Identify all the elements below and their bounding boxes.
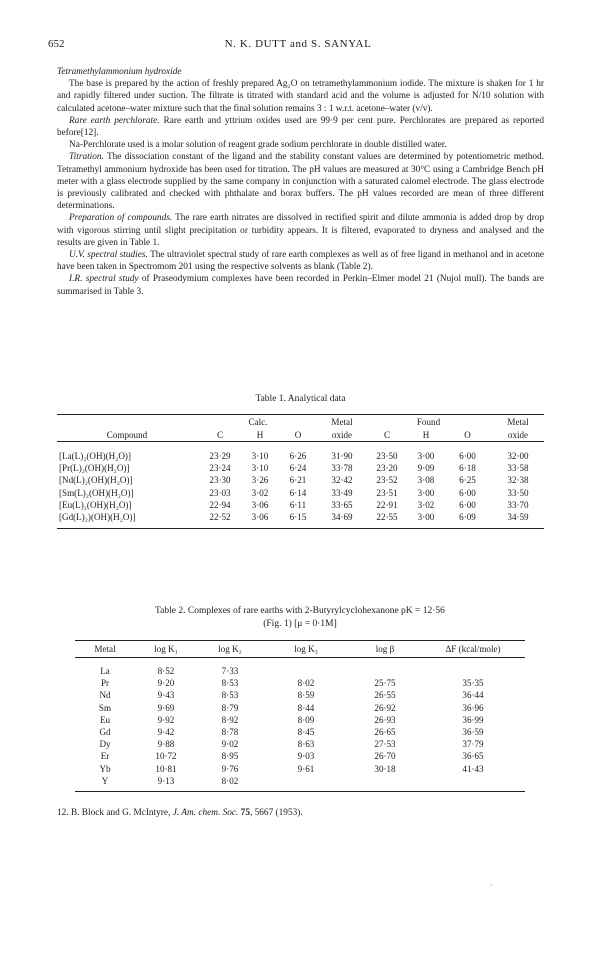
reference-journal: J. Am. chem. Soc. [172, 808, 239, 818]
found-value-cell: 3·00 [417, 487, 435, 498]
metal-cell: Pr [100, 678, 110, 689]
paragraph-uv-spectral: U.V. spectral studies. The ultraviolet spectral study of rare earth complexes as well as of free ligand in methanol and in acetone have been taken in Spectromom 201 using the respective solvents as blank (Table 2). [57, 250, 545, 273]
table-2-caption [75, 605, 525, 630]
table-row [75, 689, 525, 701]
table-row [57, 511, 544, 529]
table-row [57, 487, 544, 499]
table-row [75, 677, 525, 689]
found-value-cell: 6·00 [459, 499, 476, 510]
value-cell: 8·52 [157, 666, 175, 677]
table-2 [75, 605, 525, 792]
value-cell: 8·95 [221, 751, 239, 762]
calc-value-cell: 3·06 [251, 499, 269, 510]
found-value-cell: 6·00 [459, 487, 476, 498]
table-row [75, 658, 525, 678]
compound-cell: [Eu(L)₂(OH)(H₂O)] [59, 499, 132, 510]
found-value-cell: 33·58 [507, 463, 529, 474]
run-in-heading: U.V. spectral studies. [69, 250, 148, 261]
metal-cell: Yb [99, 763, 111, 774]
value-cell: 7·33 [221, 666, 239, 677]
calc-value-cell: 6·21 [289, 475, 307, 486]
value-cell [349, 658, 421, 678]
header-h-calc: H [256, 429, 264, 440]
found-value-cell: 33·50 [507, 487, 529, 498]
value-cell: 26·92 [374, 702, 396, 713]
value-cell: 36·59 [462, 727, 484, 738]
running-head-authors: N. K. DUTT and S. SANYAL [224, 38, 372, 50]
calc-value-cell: 22·52 [197, 511, 243, 529]
table-row [75, 714, 525, 726]
value-cell: 35·35 [462, 678, 484, 689]
paragraph-preparation-of-compounds: Preparation of compounds. The rare earth nitrates are dissolved in rectified spirit and dilute ammonia is added drop by drop with vigorous stirring until slight precipitation or turbidity appears. It is filtered, evaporated to dryness and analysed and the results are given in Table 1. [57, 213, 544, 248]
value-cell: 26·70 [374, 751, 396, 762]
stability-constants-table [75, 640, 525, 792]
header-metal-oxide-found-l2: oxide [507, 429, 529, 440]
run-in-heading: Rare earth perchlorate. [69, 115, 160, 126]
compound-cell: [Sm(L)₂(OH)(H₂O)] [59, 487, 134, 498]
metal-cell: Sm [98, 702, 112, 713]
value-cell: 8·09 [297, 714, 315, 725]
value-cell: 8·63 [297, 739, 315, 750]
value-cell: 8·59 [297, 690, 315, 701]
calc-value-cell: 31·90 [331, 451, 353, 462]
found-value-cell: 6·00 [459, 451, 476, 462]
header-c-found: C [383, 429, 391, 440]
value-cell: 26·93 [374, 714, 396, 725]
table-row [57, 462, 544, 474]
body-text [57, 66, 544, 298]
metal-cell: Eu [99, 714, 111, 725]
table-row [75, 726, 525, 738]
value-cell: 8·92 [221, 714, 239, 725]
metal-cell: Dy [99, 739, 111, 750]
paragraph-na-perchlorate: Na-Perchlorate used is a molar solution of reagent grade sodium perchlorate in double distilled water. [69, 140, 447, 151]
table-2-body [75, 658, 525, 792]
column-header: Metal [75, 641, 135, 658]
metal-cell: Gd [99, 727, 111, 738]
calc-value-cell: 6·11 [289, 499, 307, 510]
value-cell: 25·75 [374, 678, 396, 689]
running-head [48, 38, 548, 52]
calc-value-cell: 3·26 [251, 475, 269, 486]
paper-speck [490, 884, 492, 886]
value-cell: 8·45 [297, 727, 315, 738]
calc-value-cell: 23·03 [209, 487, 231, 498]
calc-value-cell: 33·78 [331, 463, 353, 474]
paragraph-ir-spectral: I.R. spectral study of Praseodymium complexes have been recorded in Perkin–Elmer model 21 (Nujol mull). The bands are summarised in Table 3. [57, 274, 544, 297]
compound-cell: [Pr(L)₂(OH)(H₂O)] [59, 463, 130, 474]
value-cell: 9·02 [221, 739, 239, 750]
run-in-heading: I.R. spectral study [69, 274, 139, 285]
value-cell: 8·02 [197, 775, 263, 792]
value-cell: 26·65 [374, 727, 396, 738]
header-h-found: H [422, 429, 430, 440]
value-cell: 8·44 [297, 702, 315, 713]
value-cell: 9·61 [297, 763, 315, 774]
value-cell: 9·03 [297, 751, 315, 762]
value-cell: 10·81 [155, 763, 177, 774]
table-row [75, 750, 525, 762]
metal-cell: Nd [99, 690, 111, 701]
value-cell: 26·55 [374, 690, 396, 701]
found-value-cell: 33·70 [507, 499, 529, 510]
found-value-cell: 34·59 [492, 511, 544, 529]
reference-authors: B. Block and G. McIntyre, [68, 808, 173, 818]
table-row [75, 775, 525, 792]
calc-value-cell: 33·49 [331, 487, 353, 498]
group-header-calc: Calc. [248, 416, 268, 427]
header-o-calc: O [294, 429, 302, 440]
value-cell: 36·44 [462, 690, 484, 701]
run-in-heading: Titration. [69, 152, 104, 163]
run-in-heading: Na-Perchlorate [69, 140, 126, 151]
table-2-caption-line-1: Table 2. Complexes of rare earths with 2-Butyrylcyclohexanone pK = 12·56 [155, 606, 445, 616]
run-in-heading: Preparation of compounds. [69, 213, 173, 224]
table-2-caption-line-2: (Fig. 1) [μ = 0·1M] [263, 618, 337, 629]
found-value-cell: 23·50 [376, 451, 398, 462]
table-row [57, 442, 544, 463]
header-compound: Compound [106, 429, 148, 440]
header-metal-oxide-calc-l2: oxide [331, 429, 353, 440]
found-value-cell: 23·51 [376, 487, 398, 498]
found-value-cell: 3·02 [417, 499, 435, 510]
found-value-cell: 23·52 [376, 475, 398, 486]
found-value-cell: 22·91 [376, 499, 398, 510]
calc-value-cell: 3·10 [251, 451, 269, 462]
calc-value-cell: 34·69 [319, 511, 365, 529]
value-cell: 8·79 [221, 702, 239, 713]
table-2-header-row [75, 641, 525, 658]
value-cell: 27·53 [374, 739, 396, 750]
found-value-cell: 3·00 [409, 511, 443, 529]
column-header: log β [349, 641, 421, 658]
table-1-body [57, 442, 544, 529]
value-cell: 8·53 [221, 678, 239, 689]
reference-pages: , 5667 (1953). [249, 808, 303, 818]
found-value-cell: 6·09 [443, 511, 492, 529]
value-cell: 9·43 [157, 690, 175, 701]
column-header: log K₃ [263, 641, 349, 658]
column-header: log K₂ [197, 641, 263, 658]
reference-number: 12. [57, 808, 69, 818]
reference-12 [57, 808, 544, 818]
reference-volume: 75 [238, 808, 250, 818]
calc-value-cell: 6·14 [289, 487, 307, 498]
calc-value-cell: 3·10 [251, 463, 269, 474]
header-c-calc: C [216, 429, 224, 440]
header-o-found: O [464, 429, 471, 440]
calc-value-cell: 23·24 [209, 463, 231, 474]
value-cell: 9·69 [157, 702, 175, 713]
table-row [75, 702, 525, 714]
value-cell: 30·18 [374, 763, 396, 774]
calc-value-cell: 6·15 [277, 511, 319, 529]
page-number: 652 [48, 38, 65, 50]
column-header: ΔF (kcal/mole) [421, 641, 525, 658]
value-cell: 9·76 [221, 763, 239, 774]
calc-value-cell: 3·06 [243, 511, 277, 529]
value-cell: 9·88 [157, 739, 175, 750]
value-cell: 9·13 [135, 775, 197, 792]
value-cell: 9·42 [157, 727, 175, 738]
paragraph-rare-earth-perchlorate: Rare earth perchlorate. Rare earth and yttrium oxides used are 99·9 per cent pure. Perchlorates are prepared as reported before[12]. [57, 115, 544, 139]
value-cell: 37·79 [462, 739, 484, 750]
calc-value-cell: 23·30 [209, 475, 231, 486]
value-cell [263, 775, 349, 792]
table-row [57, 499, 544, 511]
metal-cell: Y [75, 775, 135, 792]
paragraph-titration: Titration. The dissociation constant of the ligand and the stability constant values are determined by potentiometric method. Tetramethyl ammonium hydroxide has been used for titration. The pH values are measured at 30°C using a Cambridge Bench pH meter with a glass electrode supplied by the same company in conjunction with a saturated calomel electrode. The glass electrode is previously calibrated and checked with phthalate and borax buffers. The pH values recorded are mean of three different determinations. [57, 152, 544, 212]
value-cell: 36·96 [462, 702, 484, 713]
found-value-cell: 6·25 [459, 475, 476, 486]
calc-value-cell: 6·24 [289, 463, 307, 474]
found-value-cell: 3·00 [417, 451, 435, 462]
calc-value-cell: 3·02 [251, 487, 269, 498]
calc-value-cell: 23·29 [209, 451, 231, 462]
value-cell [421, 775, 525, 792]
value-cell: 8·02 [297, 678, 315, 689]
metal-cell: La [100, 666, 110, 677]
value-cell [349, 775, 421, 792]
value-cell: 9·92 [157, 714, 175, 725]
compound-cell: [Nd(L)₂(OH)(H₂O)] [59, 475, 133, 486]
table-row [75, 763, 525, 775]
column-header: log K₁ [135, 641, 197, 658]
found-value-cell: 32·00 [507, 451, 529, 462]
found-value-cell: 32·38 [507, 475, 529, 486]
compound-cell: [Gd(L)₂)(OH)(H₂O)] [57, 511, 197, 529]
analytical-data-table [57, 414, 544, 529]
value-cell: 36·65 [462, 751, 484, 762]
table-row [57, 474, 544, 486]
header-metal-oxide-found-l1: Metal [507, 416, 529, 427]
calc-value-cell: 33·65 [331, 499, 353, 510]
value-cell: 8·78 [221, 727, 239, 738]
value-cell [263, 658, 349, 678]
compound-cell: [La(L)₂(OH)(H₂O)] [59, 451, 131, 462]
group-header-found: Found [416, 416, 441, 427]
found-value-cell: 23·20 [376, 463, 398, 474]
calc-value-cell: 32·42 [331, 475, 353, 486]
found-value-cell: 22·55 [365, 511, 409, 529]
header-metal-oxide-calc-l1: Metal [331, 416, 353, 427]
value-cell: 8·53 [221, 690, 239, 701]
metal-cell: Er [100, 751, 110, 762]
table-row [75, 738, 525, 750]
section-heading: Tetramethylammonium hydroxide [57, 67, 182, 77]
paragraph-base-preparation: The base is prepared by the action of freshly prepared Ag₂O on tetramethylammonium iodide. The mixture is shaken for 1 hr and rapidly filtered under suction. The filtrate is titrated with standard acid and the volume is adjusted for N/10 solution with calculated acetone–water mixture such that the final solution remains 3 : 1 w.r.t. acetone–water (v/v). [57, 79, 544, 114]
value-cell: 10·72 [155, 751, 177, 762]
found-value-cell: 3·08 [417, 475, 435, 486]
calc-value-cell: 22·94 [209, 499, 231, 510]
table-1 [57, 394, 544, 529]
found-value-cell: 6·18 [459, 463, 476, 474]
value-cell [421, 658, 525, 678]
value-cell: 9·20 [157, 678, 175, 689]
found-value-cell: 9·09 [417, 463, 435, 474]
value-cell: 36·99 [462, 714, 484, 725]
calc-value-cell: 6·26 [289, 451, 307, 462]
value-cell: 41·43 [462, 763, 484, 774]
table-1-caption: Table 1. Analytical data [255, 394, 346, 404]
